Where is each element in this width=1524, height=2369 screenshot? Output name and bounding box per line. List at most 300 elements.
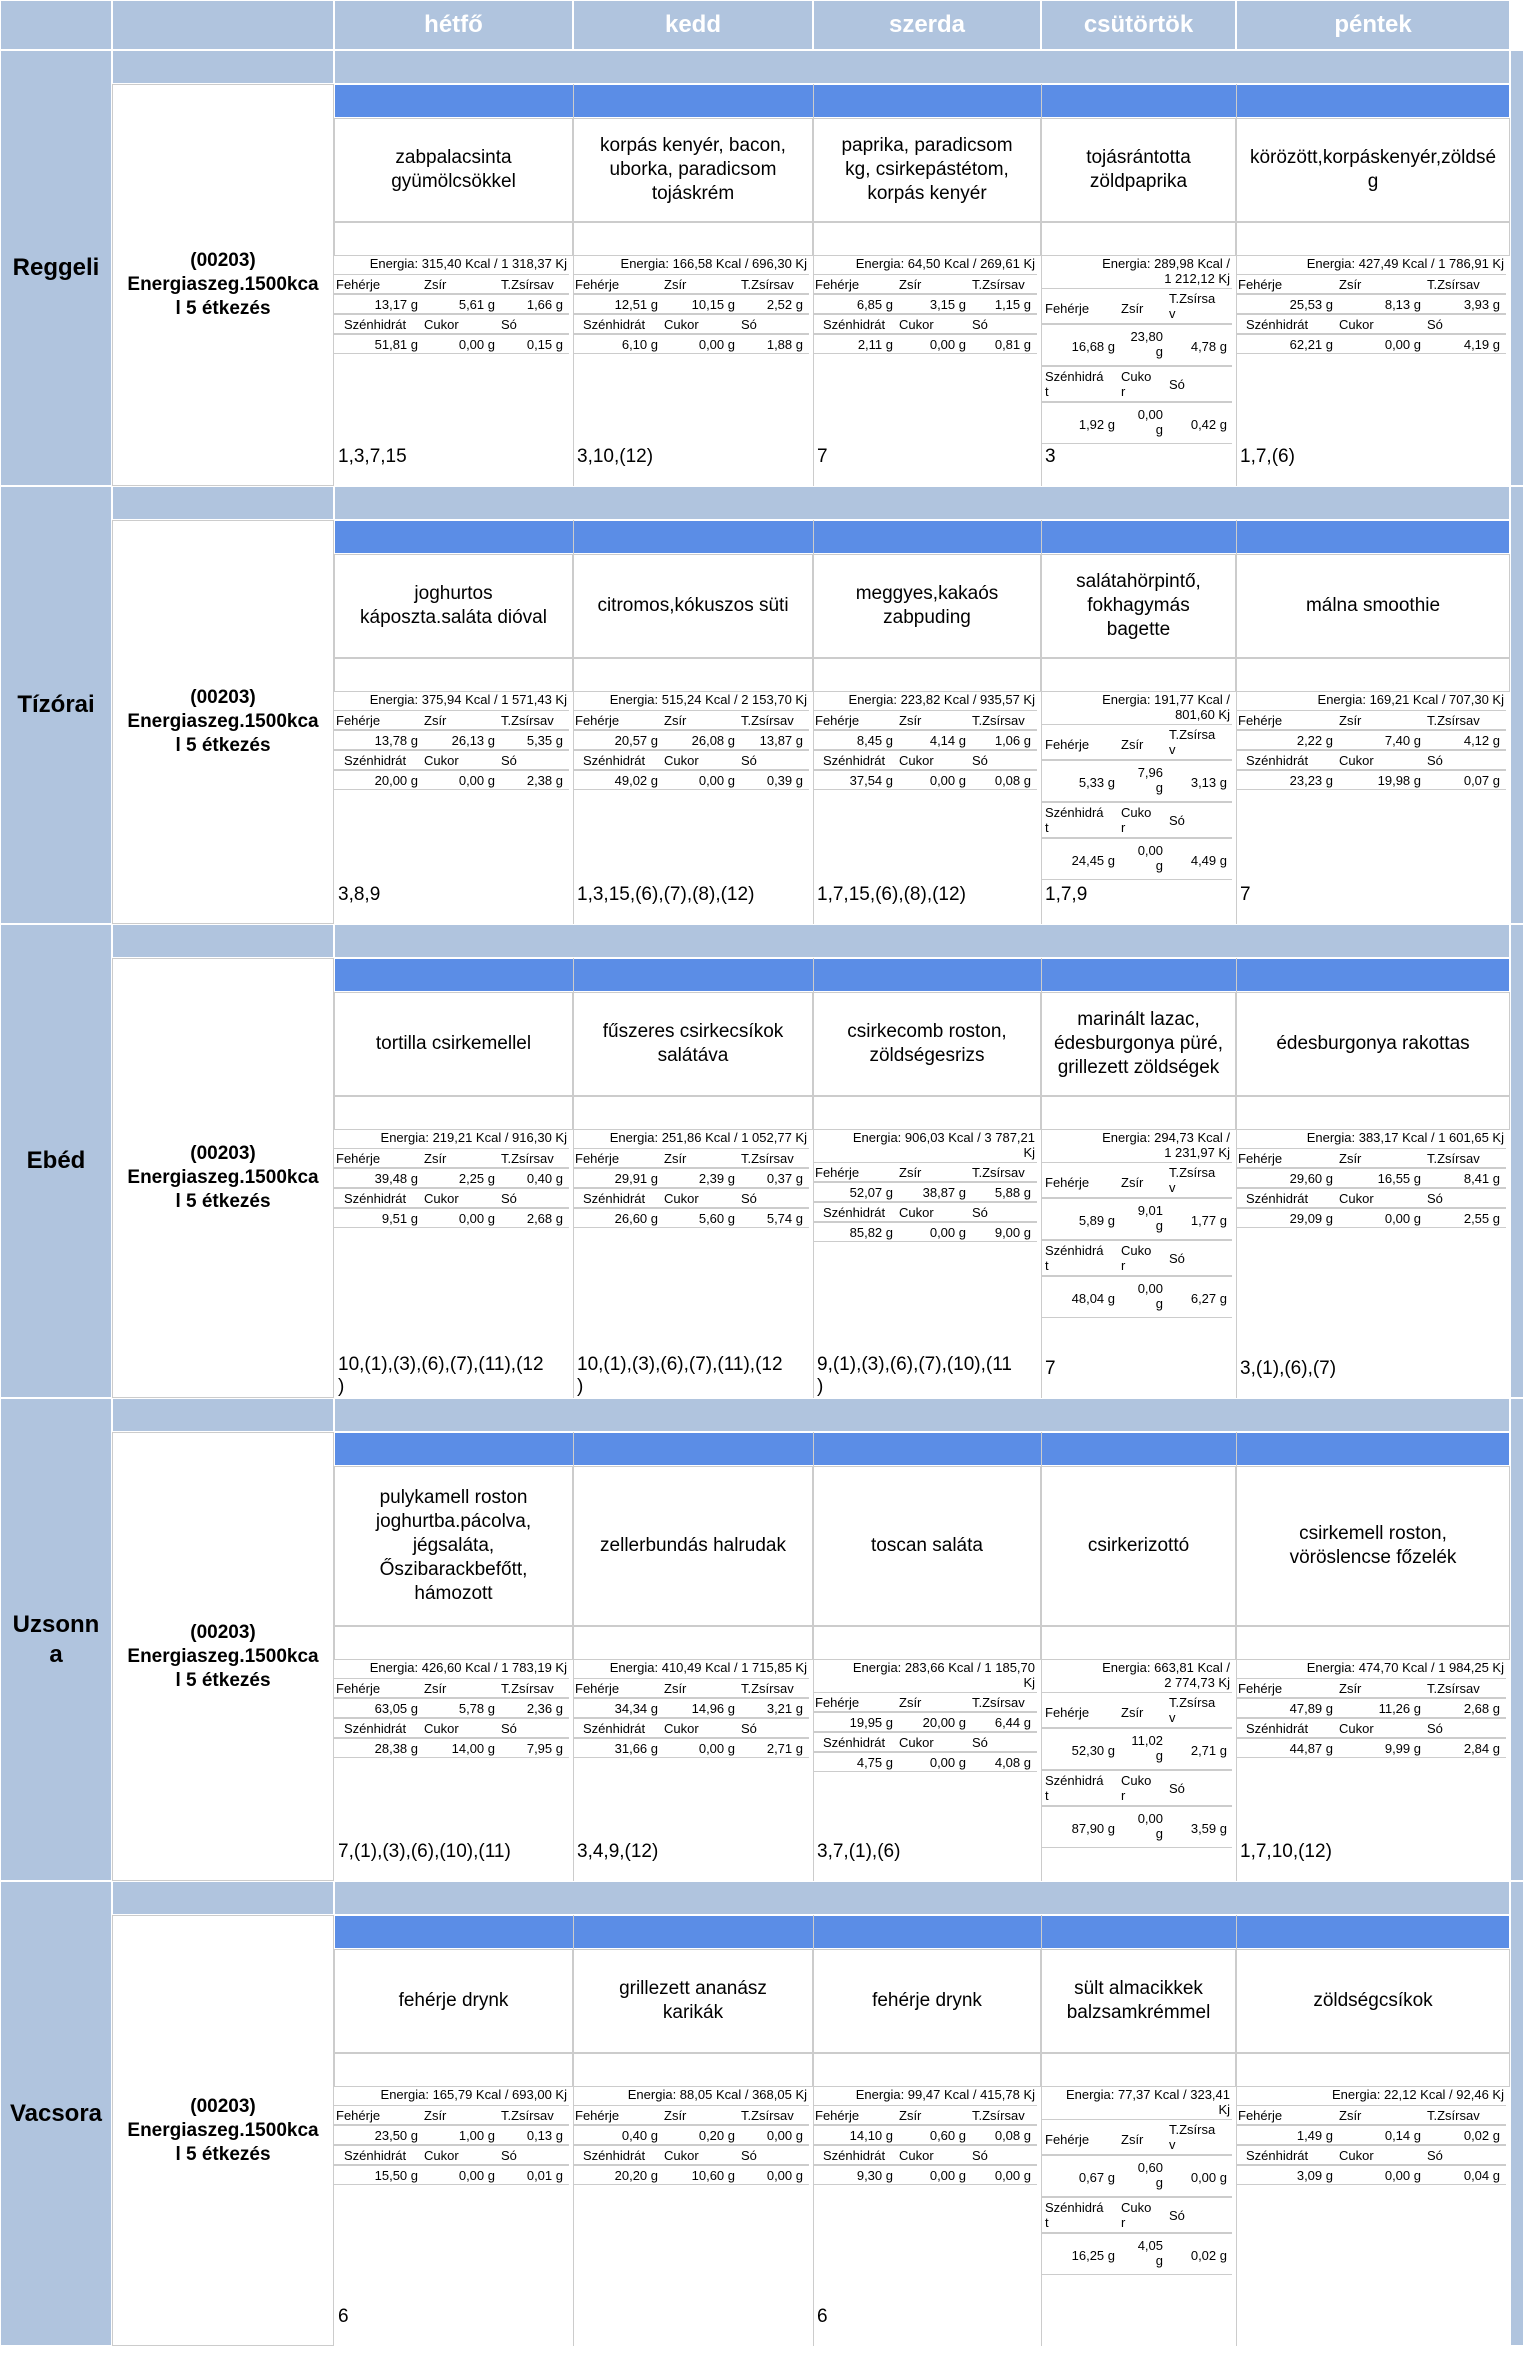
- allergen-codes: 7,(1),(3),(6),(10),(11): [338, 1841, 511, 1862]
- allergen-codes: 1,7,9: [1045, 884, 1088, 905]
- empty-cell: [1236, 1096, 1510, 1130]
- protein-value: 1,49 g: [1296, 2128, 1333, 2143]
- protein-value: 5,33 g: [1078, 775, 1115, 790]
- protein-label: Fehérje: [336, 277, 381, 292]
- satfat-value: 2,52 g: [766, 297, 803, 312]
- salt-value: 4,19 g: [1463, 337, 1500, 352]
- satfat-value: 0,08 g: [994, 2128, 1031, 2143]
- energy-value: Energia: 77,37 Kcal / 323,41 Kj: [1065, 2087, 1230, 2117]
- fat-label: Zsír: [1339, 1151, 1362, 1166]
- carb-value: 24,45 g: [1071, 853, 1115, 868]
- satfat-label: T.Zsírsa v: [1169, 291, 1216, 321]
- empty-cell: [1236, 222, 1510, 256]
- nutrient-row: [1041, 1198, 1232, 1240]
- salt-value: 0,15 g: [526, 337, 563, 352]
- right-margin: [1510, 924, 1524, 1398]
- nutrient-row: [1236, 1168, 1506, 1188]
- salt-label: Só: [501, 1191, 517, 1206]
- carb-label: Szénhidrát: [1246, 317, 1309, 332]
- sugar-label: Cukor: [1339, 2148, 1374, 2163]
- dish-name[interactable]: zabpalacsinta gyümölcsökkel: [334, 118, 573, 222]
- carb-label: Szénhidrá t: [1045, 1773, 1104, 1803]
- nutrient-row: [334, 710, 569, 730]
- satfat-value: 4,78 g: [1190, 339, 1227, 354]
- salt-value: 0,00 g: [994, 2168, 1031, 2183]
- carb-label: Szénhidrát: [823, 1205, 886, 1220]
- nutrient-row: [334, 770, 569, 790]
- nutrient-row: [1236, 2105, 1506, 2125]
- empty-cell: [573, 222, 813, 256]
- nutrient-row: [1041, 324, 1232, 366]
- satfat-label: T.Zsírsa v: [1169, 1165, 1216, 1195]
- dish-name[interactable]: grillezett ananász karikák: [573, 1949, 813, 2053]
- energy-value: Energia: 219,21 Kcal / 916,30 Kj: [380, 1130, 567, 1145]
- sugar-value: 0,00 g: [1137, 1811, 1163, 1841]
- carb-value: 9,30 g: [856, 2168, 893, 2183]
- dish-name[interactable]: meggyes,kakaós zabpuding: [813, 554, 1041, 658]
- diet-code: (00203) Energiaszeg.1500kca l 5 étkezés: [112, 520, 334, 924]
- nutrient-row: [813, 1222, 1037, 1242]
- protein-label: Fehérje: [815, 277, 860, 292]
- nutrient-row: [1236, 334, 1506, 354]
- satfat-label: T.Zsírsav: [972, 1695, 1025, 1710]
- nutrient-row: [1236, 770, 1506, 790]
- empty-cell: [334, 222, 573, 256]
- dish-name[interactable]: édesburgonya rakottas: [1236, 992, 1510, 1096]
- nutrient-row: [1041, 724, 1232, 760]
- sugar-label: Cukor: [899, 2148, 934, 2163]
- nutrient-row: [1236, 1718, 1506, 1738]
- sugar-label: Cukor: [664, 317, 699, 332]
- salt-label: Só: [972, 753, 988, 768]
- nutrient-row: [334, 274, 569, 294]
- protein-label: Fehérje: [815, 713, 860, 728]
- nutrient-row: [573, 1168, 809, 1188]
- satfat-label: T.Zsírsav: [741, 277, 794, 292]
- right-margin: [1510, 1881, 1524, 2346]
- sugar-label: Cuko r: [1121, 1773, 1152, 1803]
- column-separator: [1041, 1915, 1042, 2346]
- salt-label: Só: [741, 317, 757, 332]
- dish-name[interactable]: csirkemell roston, vöröslencse főzelék: [1236, 1466, 1510, 1626]
- nutrient-row: [1236, 1678, 1506, 1698]
- nutrient-row: [334, 2105, 569, 2125]
- protein-value: 47,89 g: [1289, 1701, 1333, 1716]
- dish-name[interactable]: joghurtos káposzta.saláta dióval: [334, 554, 573, 658]
- dish-name[interactable]: zöldségcsíkok: [1236, 1949, 1510, 2053]
- satfat-value: 0,00 g: [766, 2128, 803, 2143]
- day-header-5: péntek: [1236, 0, 1510, 50]
- satfat-label: T.Zsírsav: [1427, 2108, 1480, 2123]
- empty-cell: [573, 1626, 813, 1660]
- fat-value: 4,14 g: [929, 733, 966, 748]
- meal-spacer-bar: [112, 50, 334, 84]
- nutrient-row: [334, 730, 569, 750]
- energy-value: Energia: 251,86 Kcal / 1 052,77 Kj: [609, 1130, 807, 1145]
- empty-cell: [1041, 1096, 1236, 1130]
- salt-label: Só: [972, 317, 988, 332]
- protein-value: 19,95 g: [849, 1715, 893, 1730]
- satfat-value: 0,40 g: [526, 1171, 563, 1186]
- allergen-codes: 1,7,(6): [1240, 446, 1295, 467]
- sugar-value: 0,00 g: [458, 773, 495, 788]
- satfat-label: T.Zsírsav: [501, 713, 554, 728]
- satfat-value: 1,66 g: [526, 297, 563, 312]
- sugar-label: Cuko r: [1121, 2200, 1152, 2230]
- salt-label: Só: [501, 2148, 517, 2163]
- energy-value: Energia: 165,79 Kcal / 693,00 Kj: [380, 2087, 567, 2102]
- satfat-value: 1,06 g: [994, 733, 1031, 748]
- column-separator: [1236, 1432, 1237, 1881]
- protein-value: 29,60 g: [1289, 1171, 1333, 1186]
- meal-color-bar: [334, 1915, 1510, 1949]
- sugar-value: 0,00 g: [929, 1225, 966, 1240]
- fat-value: 0,60 g: [929, 2128, 966, 2143]
- column-separator: [813, 520, 814, 924]
- protein-value: 20,57 g: [614, 733, 658, 748]
- column-separator: [573, 84, 574, 486]
- energy-value: Energia: 375,94 Kcal / 1 571,43 Kj: [369, 692, 567, 707]
- fat-value: 14,96 g: [691, 1701, 735, 1716]
- empty-cell: [813, 222, 1041, 256]
- column-separator: [573, 1915, 574, 2346]
- nutrient-row: [1041, 1276, 1232, 1318]
- nutrient-row: [813, 2165, 1037, 2185]
- dish-name[interactable]: tortilla csirkemellel: [334, 992, 573, 1096]
- nutrient-row: [573, 334, 809, 354]
- nutrient-row: [573, 1208, 809, 1228]
- nutrient-row: [813, 770, 1037, 790]
- nutrient-row: [573, 1148, 809, 1168]
- sugar-label: Cuko r: [1121, 369, 1152, 399]
- fat-value: 0,14 g: [1384, 2128, 1421, 2143]
- nutrient-row: [573, 2125, 809, 2145]
- fat-label: Zsír: [899, 1695, 922, 1710]
- dish-name[interactable]: fehérje drynk: [813, 1949, 1041, 2053]
- energy-value: Energia: 427,49 Kcal / 1 786,91 Kj: [1306, 256, 1504, 271]
- fat-label: Zsír: [1121, 737, 1144, 752]
- fat-label: Zsír: [1339, 277, 1362, 292]
- meal-name: Tízórai: [0, 486, 112, 924]
- satfat-label: T.Zsírsav: [1427, 1681, 1480, 1696]
- dish-name[interactable]: paprika, paradicsom kg, csirkepástétom, korpás kenyér: [813, 118, 1041, 222]
- nutrient-row: [334, 1208, 569, 1228]
- dish-name[interactable]: marinált lazac, édesburgonya püré, grillezett zöldségek: [1041, 992, 1236, 1096]
- carb-value: 20,00 g: [374, 773, 418, 788]
- carb-label: Szénhidrát: [1246, 1191, 1309, 1206]
- sugar-label: Cukor: [424, 753, 459, 768]
- protein-label: Fehérje: [336, 713, 381, 728]
- nutrient-row: [573, 710, 809, 730]
- empty-cell: [813, 658, 1041, 692]
- protein-label: Fehérje: [575, 1151, 620, 1166]
- salt-label: Só: [972, 2148, 988, 2163]
- fat-value: 8,13 g: [1384, 297, 1421, 312]
- allergen-codes: 10,(1),(3),(6),(7),(11),(12 ): [338, 1354, 544, 1397]
- protein-value: 16,68 g: [1071, 339, 1115, 354]
- sugar-value: 4,05 g: [1137, 2238, 1163, 2268]
- salt-label: Só: [1169, 377, 1185, 392]
- salt-value: 1,88 g: [766, 337, 803, 352]
- meal-spacer-bar: [334, 50, 1510, 84]
- protein-value: 0,67 g: [1078, 2170, 1115, 2185]
- meal-name: Uzsonn a: [0, 1398, 112, 1881]
- protein-label: Fehérje: [1045, 737, 1090, 752]
- sugar-value: 0,00 g: [458, 337, 495, 352]
- carb-label: Szénhidrát: [823, 317, 886, 332]
- dish-name[interactable]: körözött,korpáskenyér,zöldsé g: [1236, 118, 1510, 222]
- diet-code: (00203) Energiaszeg.1500kca l 5 étkezés: [112, 958, 334, 1398]
- fat-value: 2,25 g: [458, 1171, 495, 1186]
- empty-cell: [1041, 1626, 1236, 1660]
- dish-name[interactable]: zellerbundás halrudak: [573, 1466, 813, 1626]
- right-margin: [1510, 1398, 1524, 1881]
- allergen-codes: 3: [1045, 446, 1056, 467]
- salt-value: 2,84 g: [1463, 1741, 1500, 1756]
- protein-label: Fehérje: [336, 2108, 381, 2123]
- dish-name[interactable]: málna smoothie: [1236, 554, 1510, 658]
- dish-name[interactable]: fehérje drynk: [334, 1949, 573, 2053]
- carb-label: Szénhidrá t: [1045, 2200, 1104, 2230]
- protein-value: 34,34 g: [614, 1701, 658, 1716]
- nutrient-row: [1041, 838, 1232, 880]
- nutrient-row: [334, 294, 569, 314]
- corner-cell: [0, 0, 112, 50]
- dish-name[interactable]: csirkecomb roston, zöldségesrizs: [813, 992, 1041, 1096]
- nutrient-row: [813, 1202, 1037, 1222]
- empty-cell: [813, 2053, 1041, 2087]
- energy-value: Energia: 166,58 Kcal / 696,30 Kj: [620, 256, 807, 271]
- energy-value: Energia: 474,70 Kcal / 1 984,25 Kj: [1306, 1660, 1504, 1675]
- allergen-codes: 1,3,15,(6),(7),(8),(12): [577, 884, 755, 905]
- satfat-value: 3,13 g: [1190, 775, 1227, 790]
- nutrient-row: [334, 314, 569, 334]
- salt-value: 2,71 g: [766, 1741, 803, 1756]
- nutrient-row: [334, 1698, 569, 1718]
- salt-value: 0,01 g: [526, 2168, 563, 2183]
- dish-name[interactable]: korpás kenyér, bacon, uborka, paradicsom tojáskrém: [573, 118, 813, 222]
- empty-cell: [334, 2053, 573, 2087]
- carb-label: Szénhidrát: [583, 1721, 646, 1736]
- protein-value: 0,40 g: [621, 2128, 658, 2143]
- sugar-label: Cukor: [664, 753, 699, 768]
- fat-value: 11,26 g: [1378, 1701, 1421, 1716]
- fat-value: 1,00 g: [458, 2128, 495, 2143]
- salt-value: 5,74 g: [766, 1211, 803, 1226]
- sugar-label: Cukor: [1339, 317, 1374, 332]
- fat-value: 16,55 g: [1377, 1171, 1421, 1186]
- satfat-label: T.Zsírsav: [741, 2108, 794, 2123]
- day-header-3: szerda: [813, 0, 1041, 50]
- nutrient-row: [573, 730, 809, 750]
- carb-label: Szénhidrát: [344, 1191, 407, 1206]
- satfat-value: 13,87 g: [759, 733, 803, 748]
- dish-name[interactable]: citromos,kókuszos süti: [573, 554, 813, 658]
- empty-cell: [334, 1096, 573, 1130]
- carb-label: Szénhidrá t: [1045, 805, 1104, 835]
- nutrient-row: [573, 1188, 809, 1208]
- sugar-value: 0,00 g: [1137, 843, 1163, 873]
- protein-label: Fehérje: [1238, 277, 1283, 292]
- empty-cell: [573, 658, 813, 692]
- empty-cell: [1236, 658, 1510, 692]
- energy-value: Energia: 191,77 Kcal / 801,60 Kj: [1102, 692, 1230, 722]
- energy-value: Energia: 315,40 Kcal / 1 318,37 Kj: [369, 256, 567, 271]
- nutrient-row: [573, 1738, 809, 1758]
- protein-label: Fehérje: [1045, 2132, 1090, 2147]
- protein-value: 23,50 g: [374, 2128, 418, 2143]
- protein-value: 52,07 g: [849, 1185, 893, 1200]
- allergen-codes: 3,4,9,(12): [577, 1841, 659, 1862]
- sugar-label: Cukor: [899, 1205, 934, 1220]
- carb-value: 49,02 g: [614, 773, 658, 788]
- fat-value: 20,00 g: [922, 1715, 966, 1730]
- sugar-label: Cukor: [424, 317, 459, 332]
- protein-label: Fehérje: [1238, 713, 1283, 728]
- dish-name[interactable]: toscan saláta: [813, 1466, 1041, 1626]
- day-header-2: kedd: [573, 0, 813, 50]
- nutrient-row: [813, 1732, 1037, 1752]
- sugar-value: 5,60 g: [698, 1211, 735, 1226]
- satfat-label: T.Zsírsa v: [1169, 2122, 1216, 2152]
- fat-label: Zsír: [899, 1165, 922, 1180]
- allergen-codes: 7: [1045, 1358, 1056, 1379]
- dish-name[interactable]: csirkerizottó: [1041, 1466, 1236, 1626]
- carb-label: Szénhidrá t: [1045, 1243, 1104, 1273]
- carb-label: Szénhidrát: [1246, 2148, 1309, 2163]
- fat-label: Zsír: [424, 277, 447, 292]
- energy-value: Energia: 99,47 Kcal / 415,78 Kj: [855, 2087, 1035, 2102]
- satfat-value: 1,77 g: [1190, 1213, 1227, 1228]
- dish-name[interactable]: salátahörpintő, fokhagymás bagette: [1041, 554, 1236, 658]
- protein-label: Fehérje: [575, 2108, 620, 2123]
- meal-name: Reggeli: [0, 50, 112, 486]
- nutrient-row: [334, 2125, 569, 2145]
- satfat-label: T.Zsírsa v: [1169, 727, 1216, 757]
- satfat-value: 1,15 g: [994, 297, 1031, 312]
- nutrient-row: [1236, 1208, 1506, 1228]
- dish-name[interactable]: fűszeres csirkecsíkok salátáva: [573, 992, 813, 1096]
- protein-value: 5,89 g: [1078, 1213, 1115, 1228]
- satfat-value: 3,93 g: [1463, 297, 1500, 312]
- nutrient-row: [813, 1162, 1037, 1182]
- satfat-label: T.Zsírsav: [501, 2108, 554, 2123]
- satfat-value: 2,71 g: [1190, 1743, 1227, 1758]
- salt-value: 4,49 g: [1190, 853, 1227, 868]
- meal-spacer-bar: [112, 1398, 334, 1432]
- salt-value: 3,59 g: [1190, 1821, 1227, 1836]
- energy-value: Energia: 223,82 Kcal / 935,57 Kj: [848, 692, 1035, 707]
- sugar-value: 0,00 g: [1384, 337, 1421, 352]
- nutrient-row: [1041, 402, 1232, 444]
- protein-label: Fehérje: [1045, 1175, 1090, 1190]
- protein-value: 39,48 g: [374, 1171, 418, 1186]
- nutrient-row: [573, 770, 809, 790]
- nutrient-row: [813, 314, 1037, 334]
- carb-label: Szénhidrát: [583, 753, 646, 768]
- fat-value: 38,87 g: [922, 1185, 966, 1200]
- empty-cell: [813, 1096, 1041, 1130]
- empty-cell: [1041, 2053, 1236, 2087]
- nutrient-row: [813, 294, 1037, 314]
- salt-label: Só: [741, 1191, 757, 1206]
- meal-spacer-bar: [112, 486, 334, 520]
- carb-label: Szénhidrát: [1246, 753, 1309, 768]
- satfat-label: T.Zsírsav: [741, 1151, 794, 1166]
- nutrient-row: [1236, 1188, 1506, 1208]
- dish-name[interactable]: sült almacikkek balzsamkrémmel: [1041, 1949, 1236, 2053]
- right-margin: [1510, 486, 1524, 924]
- fat-label: Zsír: [899, 713, 922, 728]
- allergen-codes: 3,10,(12): [577, 446, 654, 467]
- nutrient-row: [1041, 288, 1232, 324]
- nutrient-row: [813, 2105, 1037, 2125]
- nutrient-row: [1236, 294, 1506, 314]
- nutrient-row: [1041, 802, 1232, 838]
- protein-label: Fehérje: [1238, 2108, 1283, 2123]
- nutrient-row: [1041, 1240, 1232, 1276]
- allergen-codes: 1,7,10,(12): [1240, 1841, 1332, 1862]
- energy-value: Energia: 289,98 Kcal / 1 212,12 Kj: [1102, 256, 1230, 286]
- dish-name[interactable]: pulykamell roston joghurtba.pácolva, jégsaláta, Őszibarackbefőtt, hámozott: [334, 1466, 573, 1626]
- sugar-value: 0,00 g: [929, 773, 966, 788]
- sugar-value: 9,99 g: [1384, 1741, 1421, 1756]
- empty-cell: [573, 2053, 813, 2087]
- nutrient-row: [573, 1718, 809, 1738]
- nutrient-row: [573, 2145, 809, 2165]
- nutrient-row: [813, 1692, 1037, 1712]
- protein-value: 6,85 g: [856, 297, 893, 312]
- allergen-codes: 3,8,9: [338, 884, 381, 905]
- carb-value: 44,87 g: [1289, 1741, 1333, 1756]
- nutrient-row: [334, 1678, 569, 1698]
- sugar-value: 10,60 g: [691, 2168, 735, 2183]
- sugar-label: Cukor: [899, 1735, 934, 1750]
- satfat-value: 2,68 g: [1463, 1701, 1500, 1716]
- empty-cell: [573, 1096, 813, 1130]
- carb-label: Szénhidrát: [583, 1191, 646, 1206]
- nutrient-row: [573, 274, 809, 294]
- dish-name[interactable]: tojásrántotta zöldpaprika: [1041, 118, 1236, 222]
- fat-value: 26,08 g: [691, 733, 735, 748]
- satfat-label: T.Zsírsav: [741, 1681, 794, 1696]
- sugar-value: 0,00 g: [698, 1741, 735, 1756]
- sugar-label: Cukor: [424, 1191, 459, 1206]
- fat-value: 10,15 g: [691, 297, 735, 312]
- meal-color-bar: [334, 520, 1510, 554]
- energy-value: Energia: 169,21 Kcal / 707,30 Kj: [1317, 692, 1504, 707]
- sugar-value: 0,00 g: [698, 337, 735, 352]
- carb-value: 31,66 g: [614, 1741, 658, 1756]
- carb-label: Szénhidrát: [583, 2148, 646, 2163]
- satfat-label: T.Zsírsa v: [1169, 1695, 1216, 1725]
- nutrient-row: [573, 750, 809, 770]
- fat-value: 5,61 g: [458, 297, 495, 312]
- nutrient-row: [1041, 366, 1232, 402]
- column-separator: [1041, 1432, 1042, 1881]
- salt-label: Só: [1169, 1251, 1185, 1266]
- nutrient-row: [334, 1718, 569, 1738]
- nutrient-row: [1236, 314, 1506, 334]
- carb-value: 2,11 g: [857, 337, 893, 352]
- carb-value: 87,90 g: [1071, 1821, 1115, 1836]
- carb-value: 48,04 g: [1071, 1291, 1115, 1306]
- sugar-label: Cukor: [424, 1721, 459, 1736]
- column-separator: [1041, 520, 1042, 924]
- nutrient-row: [1041, 1770, 1232, 1806]
- energy-value: Energia: 426,60 Kcal / 1 783,19 Kj: [369, 1660, 567, 1675]
- fat-label: Zsír: [1121, 301, 1144, 316]
